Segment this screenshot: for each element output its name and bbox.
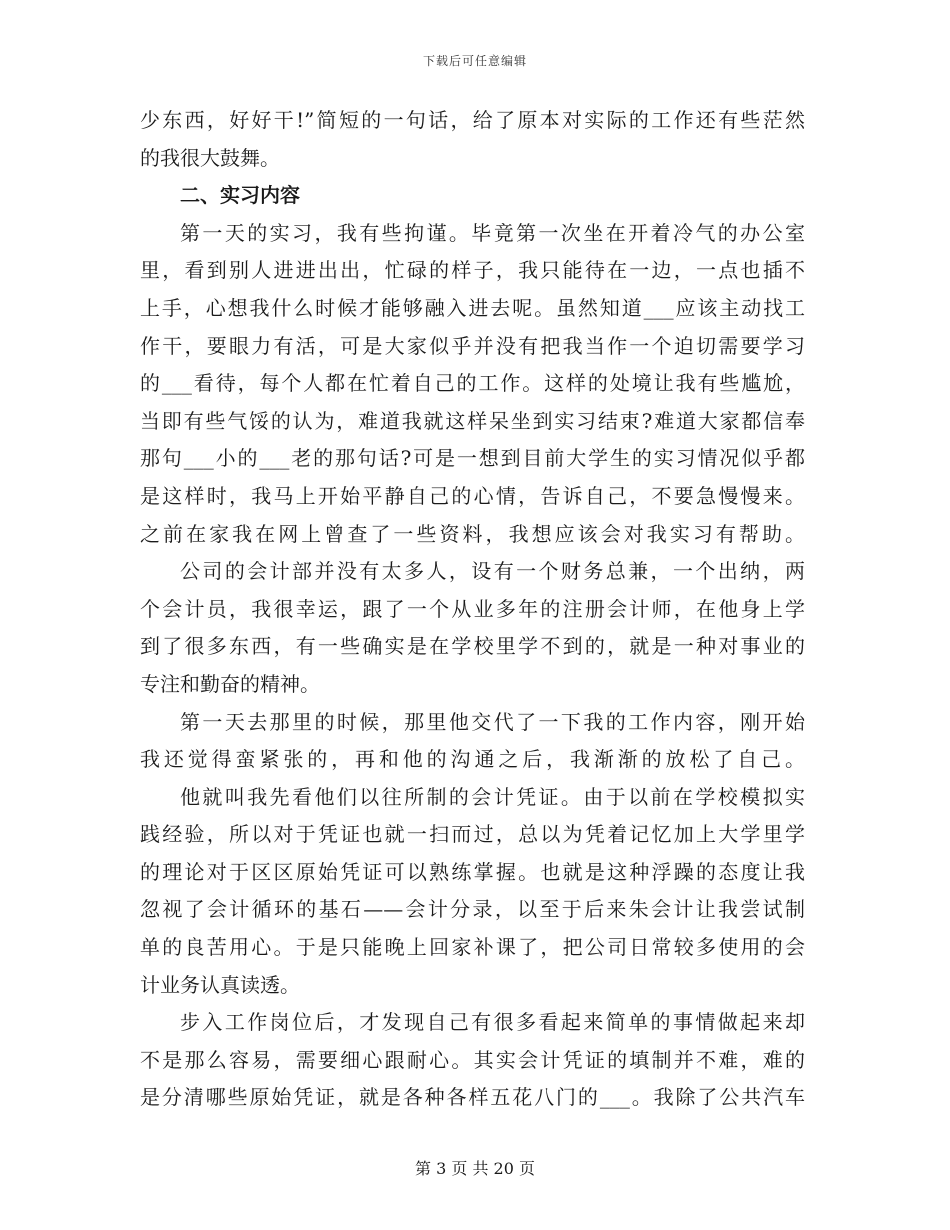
text-line: 第一天的实习，我有些拘谨。毕竟第一次坐在开着冷气的办公室 bbox=[180, 220, 805, 245]
text-line: 他就叫我先看他们以往所制的会计凭证。由于以前在学校模拟实 bbox=[180, 784, 805, 809]
text-line: 里，看到别人进进出出，忙碌的样子，我只能待在一边，一点也插不 bbox=[140, 258, 805, 283]
text-line: 专注和勤奋的精神。 bbox=[140, 671, 320, 696]
section-heading: 二、实习内容 bbox=[180, 183, 300, 208]
text-line: 是这样时，我马上开始平静自己的心情，告诉自己，不要急慢慢来。 bbox=[140, 483, 805, 508]
text-line: 公司的会计部并没有太多人，设有一个财务总兼，一个出纳，两 bbox=[180, 559, 805, 584]
text-line: 上手，心想我什么时候才能够融入进去呢。虽然知道___应该主动找工 bbox=[140, 295, 805, 320]
text-line: 我还觉得蛮紧张的，再和他的沟通之后，我渐渐的放松了自己。 bbox=[140, 747, 805, 772]
text-line: 不是那么容易，需要细心跟耐心。其实会计凭证的填制并不难，难的 bbox=[140, 1047, 805, 1072]
text-line: 少东西，好好干!”简短的一句话，给了原本对实际的工作还有些茫然 bbox=[140, 108, 805, 132]
document-body bbox=[140, 102, 805, 1117]
text-line: 那句___小的___老的那句话?可是一想到目前大学生的实习情况似乎都 bbox=[140, 446, 805, 471]
text-line: 到了很多东西，有一些确实是在学校里学不到的，就是一种对事业的 bbox=[140, 634, 805, 659]
text-line: 是分清哪些原始凭证，就是各种各样五花八门的___。我除了公共汽车 bbox=[140, 1085, 805, 1110]
text-line: 单的良苦用心。于是只能晚上回家补课了，把公司日常较多使用的会 bbox=[140, 935, 805, 960]
text-line: 践经验，所以对于凭证也就一扫而过，总以为凭着记忆加上大学里学 bbox=[140, 822, 805, 847]
text-line: 的我很大鼓舞。 bbox=[140, 145, 280, 170]
text-line: 计业务认真读透。 bbox=[140, 972, 300, 997]
text-line: 作干，要眼力有活，可是大家似乎并没有把我当作一个迫切需要学习 bbox=[140, 333, 805, 358]
text-line: 当即有些气馁的认为，难道我就这样呆坐到实习结束?难道大家都信奉 bbox=[140, 408, 805, 433]
text-line: 步入工作岗位后，才发现自己有很多看起来简单的事情做起来却 bbox=[180, 1010, 805, 1035]
text-line: 个会计员，我很幸运，跟了一个从业多年的注册会计师，在他身上学 bbox=[140, 596, 805, 621]
text-line: 的___看待，每个人都在忙着自己的工作。这样的处境让我有些尴尬， bbox=[140, 371, 805, 396]
text-line: 之前在家我在网上曾查了一些资料，我想应该会对我实习有帮助。 bbox=[140, 521, 805, 546]
page-footer: 第 3 页 共 20 页 bbox=[415, 1159, 535, 1178]
text-line: 忽视了会计循环的基石——会计分录，以至于后来朱会计让我尝试制 bbox=[140, 897, 805, 922]
text-line: 第一天去那里的时候，那里他交代了一下我的工作内容，刚开始 bbox=[180, 709, 805, 734]
text-line: 的理论对于区区原始凭证可以熟练掌握。也就是这种浮躁的态度让我 bbox=[140, 859, 805, 884]
page-header: 下载后可任意编辑 bbox=[422, 54, 527, 68]
